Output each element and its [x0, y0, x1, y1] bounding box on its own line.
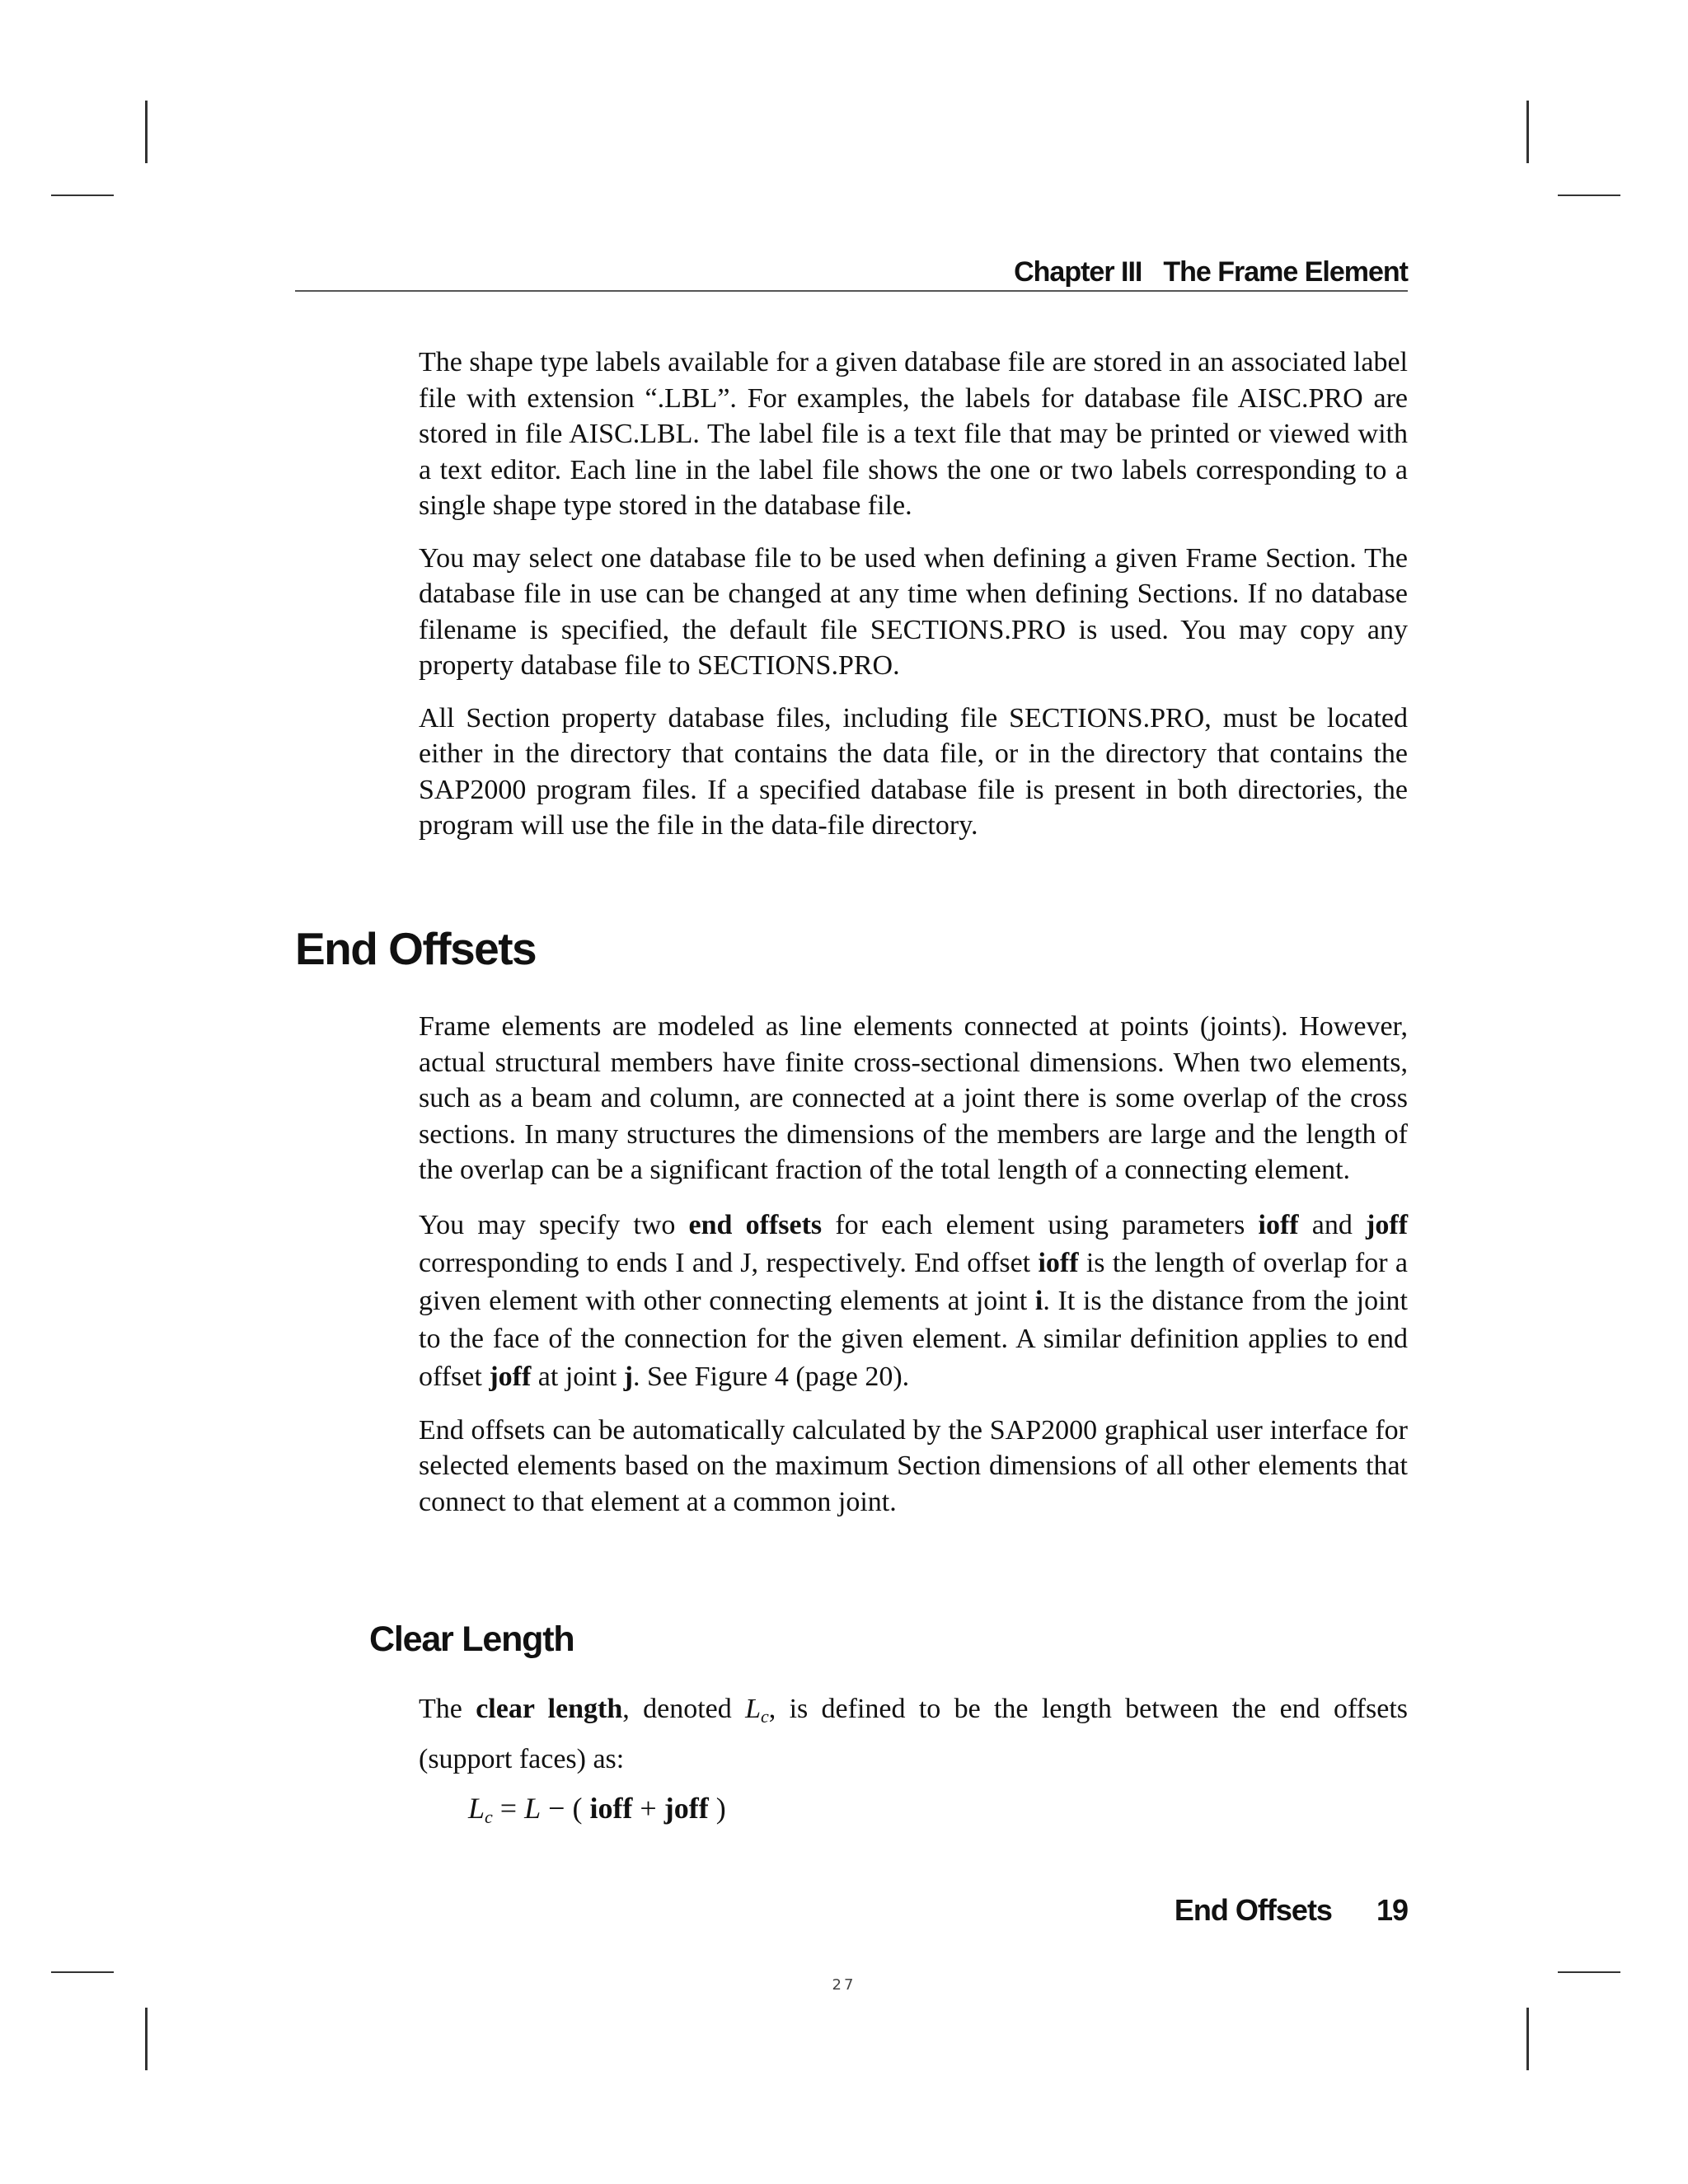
symbol-lc: $L_c$	[745, 1694, 769, 1727]
param-joff: joff	[489, 1361, 532, 1392]
param-joint-i: i	[1034, 1285, 1043, 1316]
page-footer	[1071, 1892, 1408, 1929]
crop-mark-bottom-left-vertical	[145, 2008, 148, 2070]
intro-block	[419, 344, 1408, 844]
intro-paragraph-2: You may select one database file to be used when defining a given Frame Section. The database file in use can be changed at any time when defining Sections. If no database filename is specified, the default file SECTIONS.PRO is used. You may copy any property database file to SECTIONS.PRO.	[419, 542, 1408, 681]
param-joff: joff	[1366, 1209, 1409, 1240]
running-head-chapter: Chapter III	[1014, 256, 1142, 288]
clear-length-paragraph: The clear length, denoted $L_c$, is defined to be the length between the end offsets (support faces) as:	[419, 1694, 1409, 1774]
end-offsets-block	[419, 1009, 1408, 1520]
intro-paragraph-3: All Section property database files, including file SECTIONS.PRO, must be located either in the directory that contains the data file, or in the directory that contains the SAP2000 program files. If a specified database file is present in both directories, the program will use the file in the data-file directory.	[419, 702, 1408, 841]
clear-length-block	[419, 1688, 1408, 1781]
clear-length-equation: $L_c = L$ − ( ioff + joff )	[468, 1792, 726, 1827]
crop-mark-bottom-right-horizontal	[1558, 1971, 1620, 1973]
page-number: 19	[1376, 1893, 1408, 1927]
sheet-number: 27	[832, 1976, 856, 1994]
param-ioff: ioff	[1038, 1247, 1079, 1278]
section-heading-end-offsets: End Offsets	[295, 923, 537, 974]
param-joint-j: j	[623, 1361, 633, 1392]
running-head	[295, 255, 1408, 288]
crop-mark-top-left-horizontal	[51, 194, 114, 196]
crop-mark-bottom-right-vertical	[1526, 2008, 1529, 2070]
crop-mark-bottom-left-horizontal	[51, 1971, 114, 1973]
crop-mark-top-right-vertical	[1526, 101, 1529, 163]
running-head-rule	[295, 290, 1408, 292]
param-ioff: ioff	[1258, 1209, 1299, 1240]
end-offsets-paragraph-1: Frame elements are modeled as line elements connected at points (joints). However, actual structural members have finite cross-sectional dimensions. When two elements, such as a beam and column, are connected at a joint there is some overlap of the cross sections. In many structures the dimensions of the members are large and the length of the overlap can be a significant fraction of the total length of a connecting element.	[419, 1011, 1408, 1185]
footer-section-title: End Offsets	[1174, 1893, 1332, 1927]
intro-paragraph-1: The shape type labels available for a given database file are stored in an associated label file with extension “.LBL”. For examples, the labels for database file AISC.PRO are stored in file AISC.LBL. The label file is a text file that may be printed or viewed with a text editor. Each line in the label file shows the one or two labels corresponding to a single shape type stored in the database file.	[419, 347, 1408, 521]
term-clear-length: clear length	[476, 1694, 623, 1724]
crop-mark-top-left-vertical	[145, 101, 148, 163]
crop-mark-top-right-horizontal	[1558, 194, 1620, 196]
end-offsets-paragraph-2: You may specify two end offsets for each element using parameters ioff and joff corresponding to ends I and J, respectively. End offset ioff is the length of overlap for a given element with other connecting elements at joint i. It is the distance from the joint to the face of the connection for the given element. A similar definition applies to end offset joff at joint j. See Figure 4 (page 20).	[419, 1209, 1409, 1392]
term-end-offsets: end offsets	[688, 1209, 823, 1240]
subsection-heading-clear-length: Clear Length	[369, 1619, 574, 1659]
running-head-title: The Frame Element	[1163, 256, 1408, 288]
end-offsets-paragraph-3: End offsets can be automatically calculated by the SAP2000 graphical user interface for selected elements based on the maximum Section dimensions of all other elements that connect to that element at a common joint.	[419, 1414, 1408, 1517]
